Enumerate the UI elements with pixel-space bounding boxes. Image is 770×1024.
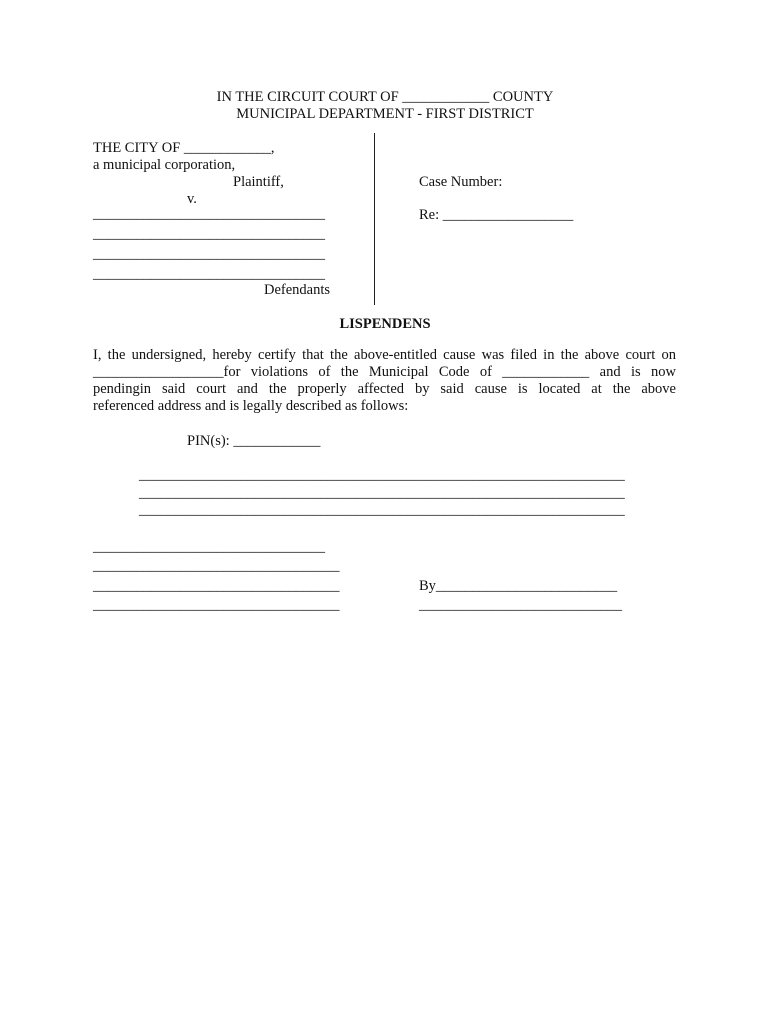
defendant-line: ________________________________: [93, 246, 325, 262]
court-header-line1: IN THE CIRCUIT COURT OF ____________ COUNTY: [216, 89, 554, 105]
certification-paragraph: [93, 347, 676, 415]
case-number-label: Case Number:: [419, 174, 503, 190]
re-field: Re: __________________: [419, 207, 574, 223]
pin-field: PIN(s): ____________: [187, 433, 321, 449]
signature-line: __________________________________: [93, 597, 340, 613]
court-header-line2: MUNICIPAL DEPARTMENT - FIRST DISTRICT: [236, 106, 534, 122]
plaintiff-label: Plaintiff,: [233, 174, 284, 190]
legal-description-line: ___________________________________________________________________: [139, 485, 625, 501]
caption-divider: [374, 133, 375, 305]
defendant-line: ________________________________: [93, 266, 325, 282]
paragraph-line: __________________for violations of the Municipal Code of ____________ and is now: [93, 364, 676, 380]
by-signature-field: By_________________________: [419, 578, 618, 594]
by-underline: ____________________________: [419, 597, 622, 613]
signature-line: __________________________________: [93, 558, 340, 574]
document-title: LISPENDENS: [339, 316, 431, 332]
signature-line: ________________________________: [93, 539, 325, 555]
plaintiff-city: THE CITY OF ____________,: [93, 140, 275, 156]
paragraph-line: pendingin said court and the properly affected by said cause is located at the above: [93, 381, 676, 397]
versus-label: v.: [187, 191, 197, 207]
defendant-line: ________________________________: [93, 226, 325, 242]
paragraph-line: referenced address and is legally described as follows:: [93, 398, 409, 414]
paragraph-line: I, the undersigned, hereby certify that the above-entitled cause was filed in the above court on: [93, 347, 676, 363]
legal-description-line: ___________________________________________________________________: [139, 467, 625, 483]
legal-description-line: ___________________________________________________________________: [139, 502, 625, 518]
defendants-label: Defendants: [264, 282, 331, 298]
plaintiff-corporation: a municipal corporation,: [93, 157, 236, 173]
defendant-line: ________________________________: [93, 206, 325, 222]
signature-line: __________________________________: [93, 578, 340, 594]
